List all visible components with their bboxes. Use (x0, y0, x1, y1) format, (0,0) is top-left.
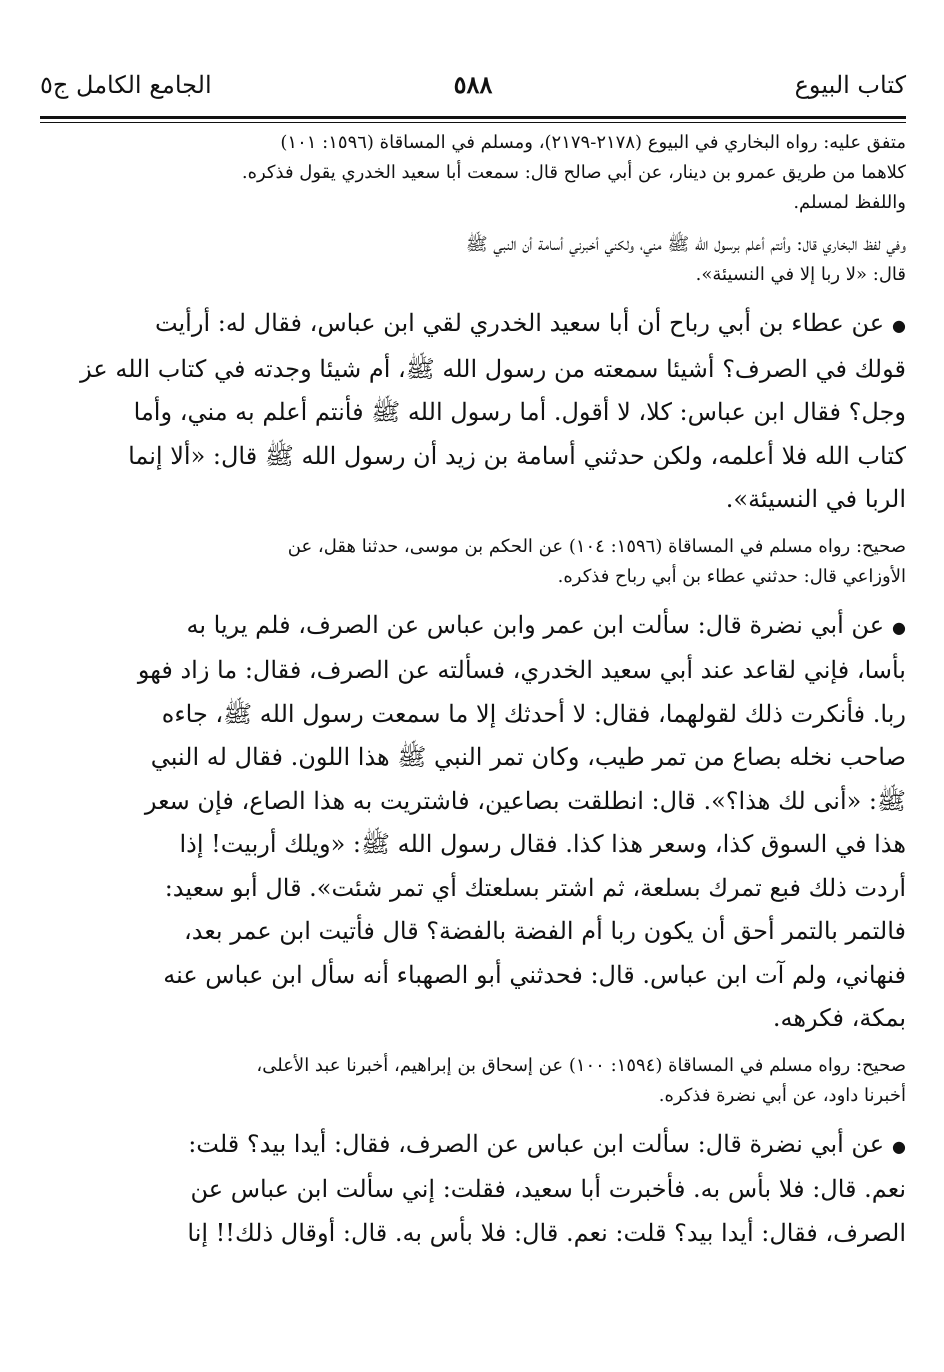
text-line (40, 997, 906, 1041)
text-line (40, 1212, 906, 1256)
text-line (40, 867, 906, 911)
text-line (40, 954, 906, 998)
hadith-paragraph (40, 302, 906, 522)
text-line (40, 1168, 906, 1212)
text-line (40, 348, 906, 392)
line-text: ﷺ: «أنى لك هذا؟». قال: انطلقت بصاعين، فاشتريت به هذا الصاع، فإن سعر (144, 786, 906, 815)
line-text: بمكة، فكرهه. (772, 1004, 906, 1032)
book-title: الجامع الكامل ج٥ (40, 71, 212, 99)
line-text: قال: «لا ربا إلا في النسيئة». (695, 264, 906, 285)
page-content (40, 128, 906, 1265)
line-text: صاحب نخله بصاع من تمر طيب، وكان تمر النبي ﷺ هذا اللون. فقال له النبي (150, 743, 906, 771)
text-line (40, 302, 906, 348)
text-line (40, 230, 906, 260)
line-text: فنهاني، ولم آت ابن عباس. قال: فحدثني أبو الصهباء أنه سأل ابن عباس عنه (163, 960, 906, 989)
text-line (40, 910, 906, 954)
source-note (40, 128, 906, 218)
text-line (40, 478, 906, 522)
bullet-icon: ● (892, 617, 906, 637)
line-text: وفي لفظ البخاري قال: وأنتم أعلم برسول الله ﷺ مني، ولكني أخبرني أسامة أن النبي ﷺ (465, 234, 906, 255)
line-text: متفق عليه: رواه البخاري في البيوع (٢١٧٨-٢١٧٩)، ومسلم في المساقاة (١٥٩٦: ١٠١) (280, 132, 906, 153)
text-line (40, 1123, 906, 1169)
bullet-icon: ● (892, 316, 906, 335)
line-text: الربا في النسيئة». (725, 485, 906, 513)
text-line (40, 391, 906, 435)
line-text: قولك في الصرف؟ أشيئا سمعته من رسول الله ﷺ، أم شيئا وجدته في كتاب الله عز (80, 354, 906, 383)
line-text: عن أبي نضرة قال: سألت ابن عباس عن الصرف، فقال: أيدا بيد؟ قلت: (188, 1129, 885, 1158)
line-text: صحيح: رواه مسلم في المساقاة (١٥٩٦: ١٠٤) عن الحكم بن موسى، حدثنا هقل، عن (287, 535, 906, 557)
header-divider-thin (40, 122, 906, 123)
text-line (40, 649, 906, 693)
text-line (40, 693, 906, 737)
page-header (40, 68, 906, 108)
line-text: أخبرنا داود، عن أبي نضرة فذكره. (658, 1084, 906, 1106)
text-line (40, 188, 906, 218)
text-line (40, 736, 906, 780)
header-divider-thick (40, 116, 906, 119)
text-line (40, 562, 906, 592)
source-note (40, 532, 906, 592)
hadith-paragraph (40, 604, 906, 1041)
line-text: نعم. قال: فلا بأس به. فأخبرت أبا سعيد، فقلت: إني سألت ابن عباس عن (190, 1175, 906, 1203)
book-page (40, 0, 906, 1372)
line-text: كتاب الله فلا أعلمه، ولكن حدثني أسامة بن زيد أن رسول الله ﷺ قال: «ألا إنما (128, 441, 906, 470)
line-text: الصرف، فقال: أيدا بيد؟ قلت: نعم. قال: فلا بأس به. قال: أوقال ذلك!! إنا (187, 1218, 906, 1247)
hadith-paragraph (40, 1123, 906, 1256)
text-line (40, 1081, 906, 1111)
line-text: كلاهما من طريق عمرو بن دينار، عن أبي صالح قال: سمعت أبا سعيد الخدري يقول فذكره. (241, 162, 906, 183)
text-line (40, 158, 906, 188)
text-line (40, 1051, 906, 1081)
bullet-icon: ● (892, 1136, 906, 1156)
text-line (40, 435, 906, 479)
source-note (40, 1051, 906, 1111)
text-line (40, 128, 906, 158)
line-text: فالتمر بالتمر أحق أن يكون ربا أم الفضة بالفضة؟ قال فأتيت ابن عمر بعد، (184, 917, 906, 945)
text-line (40, 604, 906, 650)
source-note (40, 230, 906, 290)
line-text: عن عطاء بن أبي رباح أن أبا سعيد الخدري لقي ابن عباس، فقال له: أرأيت (154, 309, 885, 337)
text-line (40, 260, 906, 290)
line-text: وجل؟ فقال ابن عباس: كلا، لا أقول. أما رسول الله ﷺ فأنتم أعلم به مني، وأما (133, 398, 906, 426)
text-line (40, 532, 906, 562)
line-text: بأسا، فإني لقاعد عند أبي سعيد الخدري، فسألته عن الصرف، فقال: ما زاد فهو (137, 656, 906, 684)
page-number: ٥٨٨ (453, 70, 493, 99)
line-text: ربا. فأنكرت ذلك لقولهما، فقال: لا أحدثك إلا ما سمعت رسول الله ﷺ، جاءه (161, 699, 906, 728)
line-text: الأوزاعي قال: حدثني عطاء بن أبي رباح فذكره. (557, 565, 906, 587)
text-line (40, 780, 906, 824)
line-text: هذا في السوق كذا، وسعر هذا كذا. فقال رسول الله ﷺ: «ويلك أربيت! إذا (179, 830, 906, 858)
line-text: أردت ذلك فبع تمرك بسلعة، ثم اشتر بسلعتك أي تمر شئت». قال أبو سعيد: (164, 873, 906, 902)
chapter-title: كتاب البيوع (794, 71, 906, 99)
text-line (40, 823, 906, 867)
line-text: عن أبي نضرة قال: سألت ابن عمر وابن عباس عن الصرف، فلم يريا به (186, 610, 885, 639)
line-text: واللفظ لمسلم. (793, 192, 906, 213)
line-text: صحيح: رواه مسلم في المساقاة (١٥٩٤: ١٠٠) عن إسحاق بن إبراهيم، أخبرنا عبد الأعلى، (256, 1054, 906, 1076)
